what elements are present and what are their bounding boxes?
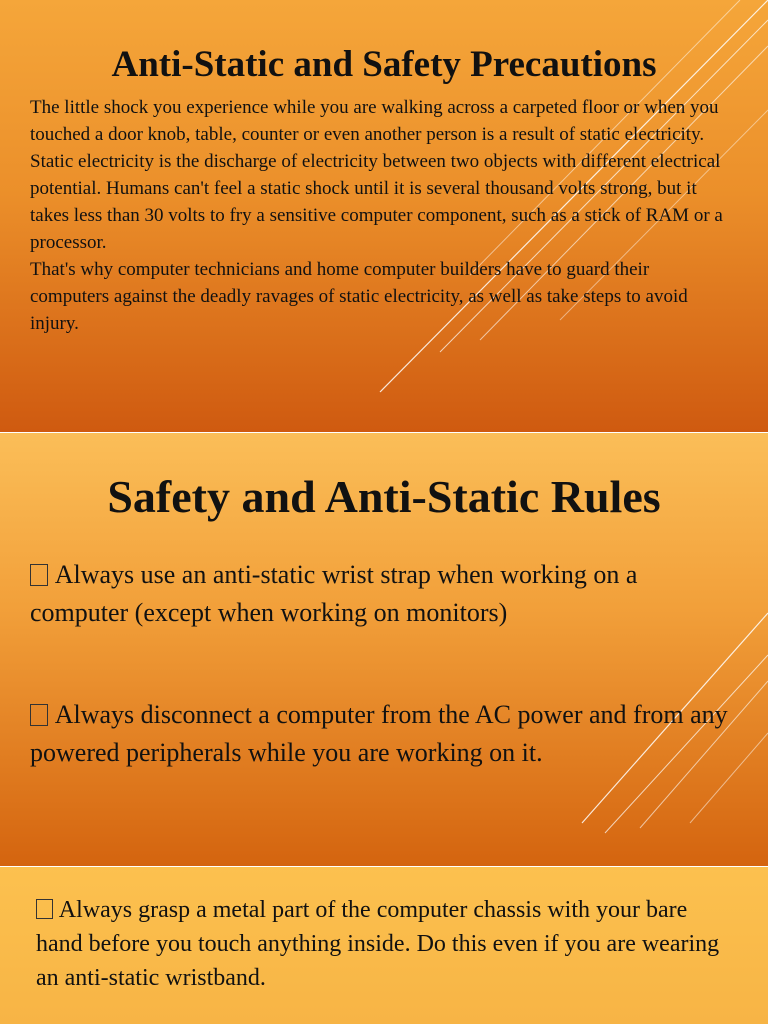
bullet-item [30, 556, 740, 632]
bullet-item [36, 893, 726, 995]
slide-3 [0, 867, 768, 1024]
slide-1-title: Anti-Static and Safety Precautions [111, 44, 657, 85]
bullet-text: Always use an anti-static wrist strap when working on a computer (except when working on monitors) [30, 560, 638, 627]
paragraph: That's why computer technicians and home computer builders have to guard their computers against the deadly ravages of static electricity, as well as take steps to avoid injury. [30, 259, 688, 334]
bullet-glyph-icon [30, 704, 48, 726]
bullet-text: Always disconnect a computer from the AC power and from any powered peripherals while you are working on it. [30, 700, 728, 767]
bullet-glyph-icon [36, 899, 53, 919]
bullet-item [30, 696, 740, 772]
slide-2-title: Safety and Anti-Static Rules [107, 471, 661, 522]
slide-1 [0, 0, 768, 432]
slide-2 [0, 433, 768, 866]
bullet-glyph-icon [30, 564, 48, 586]
slide-1-body [30, 94, 730, 337]
paragraph: The little shock you experience while you are walking across a carpeted floor or when you touched a door knob, table, counter or even another person is a result of static electricity. Static electricity is the discharge of electricity between two objects with different electrical potential. Humans can't feel a static shock until it is several thousand volts strong, but it takes less than 30 volts to fry a sensitive computer component, such as a stick of RAM or a processor. [30, 97, 723, 253]
bullet-text: Always grasp a metal part of the computer chassis with your bare hand before you touch anything inside. Do this even if you are wearing an anti-static wristband. [36, 897, 720, 991]
